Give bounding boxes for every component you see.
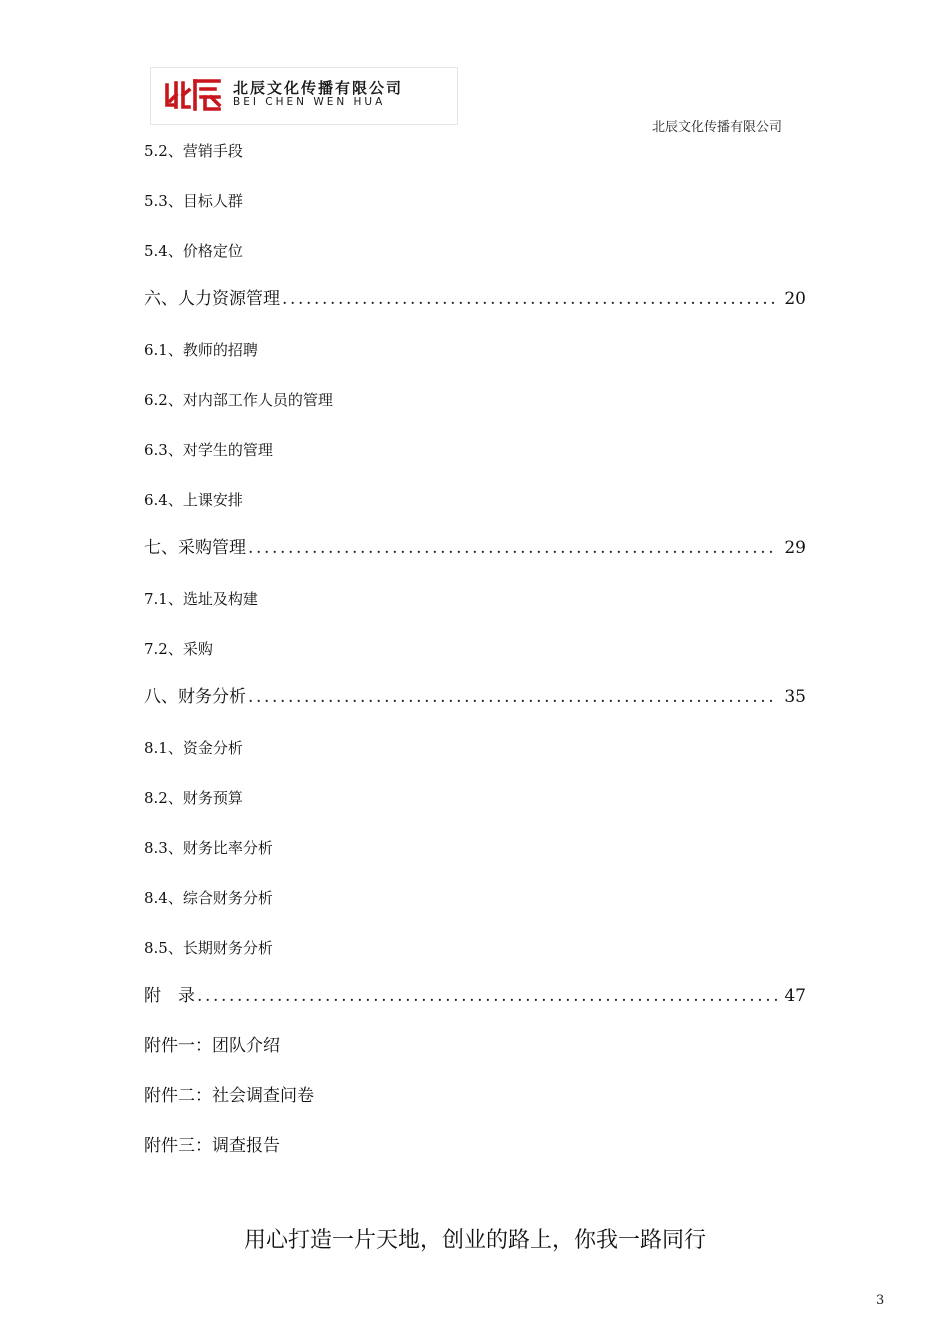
toc-leader-dots <box>197 985 778 1007</box>
toc-item[interactable]: 7.2、采购 <box>144 640 213 658</box>
toc-chapter-title: 八、财务分析 <box>144 687 246 707</box>
company-logo <box>150 67 458 125</box>
toc-item[interactable]: 5.2、营销手段 <box>144 142 243 160</box>
logo-chinese-text: 北辰文化传播有限公司 <box>233 79 404 97</box>
toc-leader-dots <box>248 537 778 559</box>
toc-item[interactable]: 8.5、长期财务分析 <box>144 939 273 957</box>
toc-appendix-item[interactable]: 附件二：社会调查问卷 <box>144 1086 314 1106</box>
toc-chapter-title: 七、采购管理 <box>144 538 246 558</box>
toc-appendix[interactable] <box>144 985 806 1007</box>
toc-item[interactable]: 8.3、财务比率分析 <box>144 839 273 857</box>
toc-item[interactable]: 6.3、对学生的管理 <box>144 441 273 459</box>
toc-item[interactable]: 6.2、对内部工作人员的管理 <box>144 391 333 409</box>
toc-appendix-item[interactable]: 附件一：团队介绍 <box>144 1036 280 1056</box>
toc-item[interactable]: 6.1、教师的招聘 <box>144 341 258 359</box>
page-number: 3 <box>876 1293 885 1308</box>
toc-chapter-6[interactable] <box>144 288 806 310</box>
toc-chapter-7[interactable] <box>144 537 806 559</box>
toc-chapter-8[interactable] <box>144 686 806 708</box>
toc-item[interactable]: 7.1、选址及构建 <box>144 590 258 608</box>
toc-page-number: 35 <box>784 687 806 707</box>
toc-appendix-item[interactable]: 附件三：调查报告 <box>144 1136 280 1156</box>
toc-leader-dots <box>282 288 778 310</box>
toc-page-number: 20 <box>784 289 806 309</box>
footer-slogan: 用心打造一片天地，创业的路上，你我一路同行 <box>243 1228 706 1253</box>
logo-mark-icon <box>161 75 223 115</box>
header-company-name: 北辰文化传播有限公司 <box>652 120 783 135</box>
toc-page-number: 29 <box>784 538 806 558</box>
toc-item[interactable]: 8.4、综合财务分析 <box>144 889 273 907</box>
toc-leader-dots <box>248 686 778 708</box>
toc-item[interactable]: 6.4、上课安排 <box>144 491 243 509</box>
logo-english-text: BEI CHEN WEN HUA <box>233 96 386 108</box>
toc-item[interactable]: 5.3、目标人群 <box>144 192 243 210</box>
toc-item[interactable]: 5.4、价格定位 <box>144 242 243 260</box>
toc-page-number: 47 <box>784 986 806 1006</box>
toc-chapter-title: 附 录 <box>144 986 195 1006</box>
toc-item[interactable]: 8.1、资金分析 <box>144 739 243 757</box>
toc-item[interactable]: 8.2、财务预算 <box>144 789 243 807</box>
toc-chapter-title: 六、人力资源管理 <box>144 289 280 309</box>
